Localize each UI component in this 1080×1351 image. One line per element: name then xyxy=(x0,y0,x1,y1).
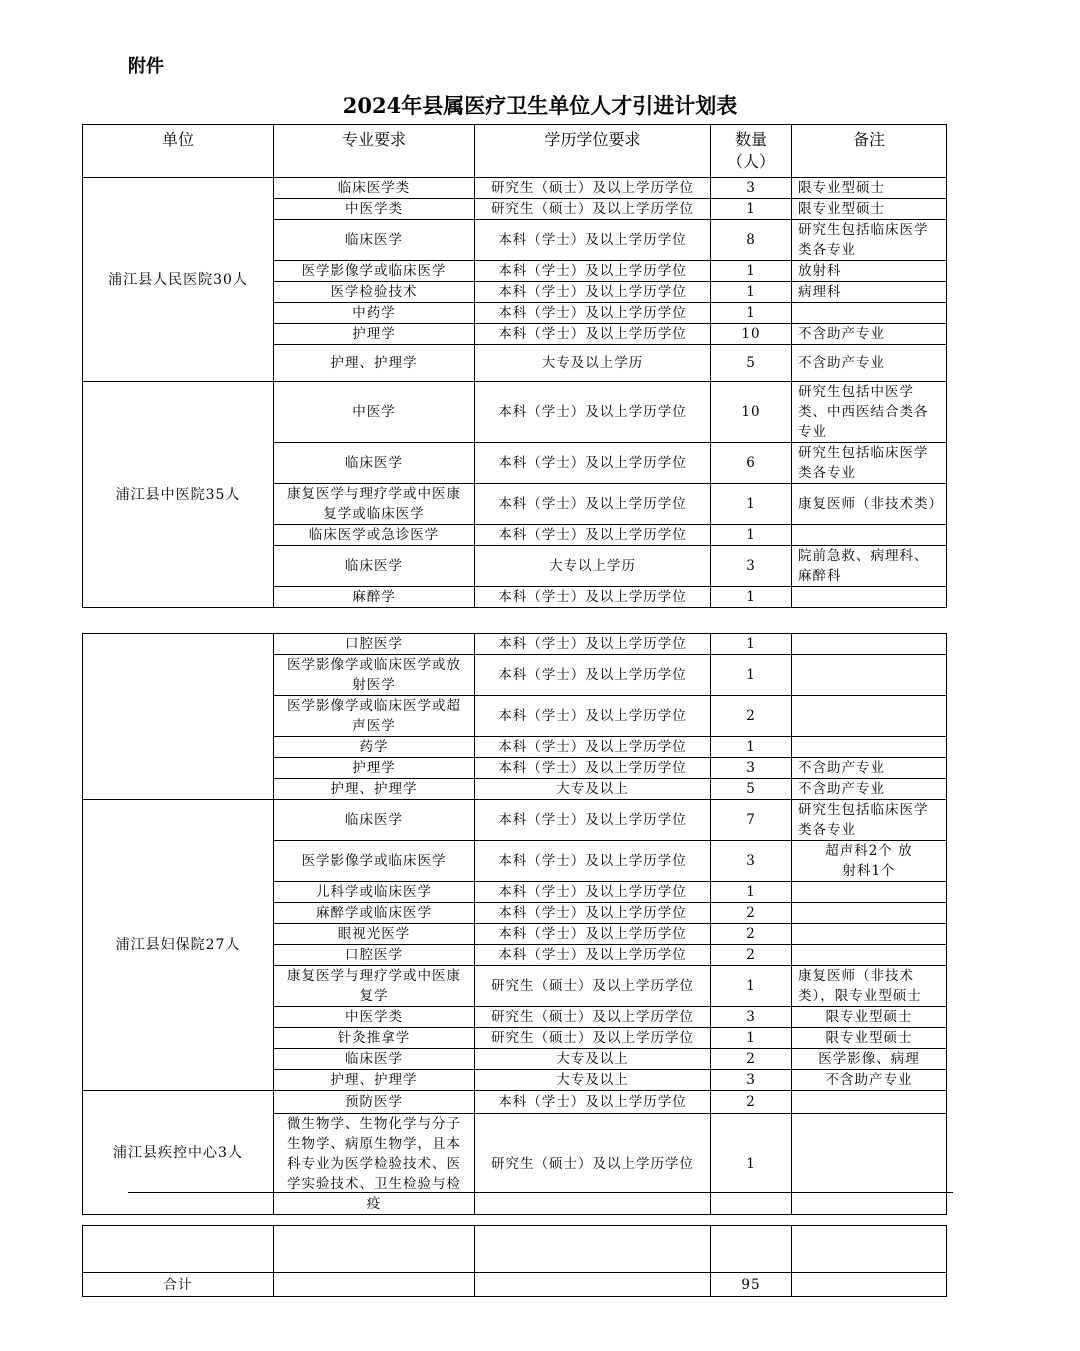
major-cell: 护理、护理学 xyxy=(274,779,475,800)
note-cell: 限专业型硕士 xyxy=(792,199,947,220)
note-cell xyxy=(792,303,947,324)
unit-cell: 浦江县疾控中心3人 xyxy=(83,1091,274,1215)
note-cell xyxy=(792,587,947,608)
degree-cell: 本科（学士）及以上学历学位 xyxy=(475,882,711,903)
note-cell xyxy=(792,1091,947,1114)
major-cell: 医学影像学或临床医学 xyxy=(274,261,475,282)
total-degree-cell xyxy=(475,1273,711,1297)
count-cell: 2 xyxy=(711,696,792,737)
degree-cell: 本科（学士）及以上学历学位 xyxy=(475,220,711,261)
major-cell: 针灸推拿学 xyxy=(274,1028,475,1049)
degree-cell: 本科（学士）及以上学历学位 xyxy=(475,634,711,655)
plan-table-part-2 xyxy=(82,633,947,1215)
major-cell: 临床医学 xyxy=(274,443,475,484)
attachment-label: 附件 xyxy=(128,56,164,77)
count-cell: 1 xyxy=(711,199,792,220)
major-cell: 中药学 xyxy=(274,303,475,324)
table-row xyxy=(83,1091,947,1114)
table-header-row xyxy=(83,125,947,178)
major-cell: 临床医学 xyxy=(274,800,475,841)
note-cell xyxy=(792,1114,947,1215)
note-cell: 研究生包括临床医学类各专业 xyxy=(792,443,947,484)
page-footnote-rule xyxy=(128,1192,953,1193)
note-cell: 医学影像、病理 xyxy=(792,1049,947,1070)
major-cell: 护理、护理学 xyxy=(274,1070,475,1091)
note-cell: 放射科 xyxy=(792,261,947,282)
header-count: 数量（人） xyxy=(711,125,792,178)
degree-cell: 本科（学士）及以上学历学位 xyxy=(475,1091,711,1114)
table-row xyxy=(83,634,947,655)
major-cell: 麻醉学 xyxy=(274,587,475,608)
count-cell: 5 xyxy=(711,779,792,800)
major-cell: 中医学 xyxy=(274,382,475,443)
note-cell: 限专业型硕士 xyxy=(792,1028,947,1049)
count-cell: 1 xyxy=(711,587,792,608)
unit-cell: 浦江县妇保院27人 xyxy=(83,800,274,1091)
degree-cell: 本科（学士）及以上学历学位 xyxy=(475,282,711,303)
note-cell xyxy=(792,924,947,945)
note-cell: 研究生包括中医学类、中西医结合类各专业 xyxy=(792,382,947,443)
major-cell: 医学影像学或临床医学或放射医学 xyxy=(274,655,475,696)
page-title: 2024年县属医疗卫生单位人才引进计划表 xyxy=(342,93,738,118)
degree-cell: 本科（学士）及以上学历学位 xyxy=(475,655,711,696)
count-cell: 1 xyxy=(711,282,792,303)
count-cell: 1 xyxy=(711,737,792,758)
degree-cell: 本科（学士）及以上学历学位 xyxy=(475,382,711,443)
degree-cell: 本科（学士）及以上学历学位 xyxy=(475,758,711,779)
plan-table-part-3 xyxy=(82,1225,947,1297)
count-cell: 3 xyxy=(711,758,792,779)
note-cell xyxy=(792,696,947,737)
major-cell: 药学 xyxy=(274,737,475,758)
total-count: 95 xyxy=(711,1273,792,1297)
unit-cell: 浦江县中医院35人 xyxy=(83,382,274,608)
major-cell: 临床医学 xyxy=(274,1049,475,1070)
unit-cell: 浦江县人民医院30人 xyxy=(83,178,274,382)
count-cell: 1 xyxy=(711,966,792,1007)
count-cell: 1 xyxy=(711,261,792,282)
count-cell: 1 xyxy=(711,484,792,525)
count-cell: 10 xyxy=(711,382,792,443)
note-cell: 不含助产专业 xyxy=(792,345,947,382)
major-cell: 微生物学、生物化学与分子生物学、病原生物学，且本科专业为医学检验技术、医学实验技术、卫生检验与检疫 xyxy=(274,1114,475,1215)
major-cell: 中医学类 xyxy=(274,1007,475,1028)
note-cell: 病理科 xyxy=(792,282,947,303)
major-cell: 临床医学 xyxy=(274,220,475,261)
major-cell: 护理学 xyxy=(274,758,475,779)
major-cell: 护理学 xyxy=(274,324,475,345)
degree-cell: 本科（学士）及以上学历学位 xyxy=(475,945,711,966)
note-cell xyxy=(792,945,947,966)
major-cell: 口腔医学 xyxy=(274,945,475,966)
note-cell: 限专业型硕士 xyxy=(792,178,947,199)
header-note: 备注 xyxy=(792,125,947,178)
header-degree: 学历学位要求 xyxy=(475,125,711,178)
plan-table-part-1 xyxy=(82,124,947,608)
count-cell-continued xyxy=(711,1226,792,1273)
major-cell: 护理、护理学 xyxy=(274,345,475,382)
degree-cell: 大专及以上 xyxy=(475,1070,711,1091)
degree-cell: 本科（学士）及以上学历学位 xyxy=(475,303,711,324)
note-cell xyxy=(792,882,947,903)
count-cell: 10 xyxy=(711,324,792,345)
note-cell xyxy=(792,525,947,546)
count-cell: 1 xyxy=(711,634,792,655)
count-cell: 2 xyxy=(711,945,792,966)
major-cell: 康复医学与理疗学或中医康复学或临床医学 xyxy=(274,484,475,525)
count-cell: 3 xyxy=(711,1070,792,1091)
header-major: 专业要求 xyxy=(274,125,475,178)
note-cell: 限专业型硕士 xyxy=(792,1007,947,1028)
table-row xyxy=(83,178,947,199)
degree-cell-continued xyxy=(475,1226,711,1273)
degree-cell: 大专及以上 xyxy=(475,1049,711,1070)
count-cell: 8 xyxy=(711,220,792,261)
count-cell: 3 xyxy=(711,841,792,882)
degree-cell: 大专以上学历 xyxy=(475,546,711,587)
note-cell xyxy=(792,737,947,758)
major-cell: 麻醉学或临床医学 xyxy=(274,903,475,924)
count-cell: 7 xyxy=(711,800,792,841)
note-cell: 院前急救、病理科、麻醉科 xyxy=(792,546,947,587)
degree-cell: 研究生（硕士）及以上学历学位 xyxy=(475,966,711,1007)
degree-cell: 本科（学士）及以上学历学位 xyxy=(475,324,711,345)
note-cell: 不含助产专业 xyxy=(792,324,947,345)
count-cell: 2 xyxy=(711,1049,792,1070)
note-cell: 超声科2个 放射科1个 xyxy=(792,841,947,882)
count-cell: 1 xyxy=(711,525,792,546)
degree-cell: 本科（学士）及以上学历学位 xyxy=(475,525,711,546)
count-cell: 5 xyxy=(711,345,792,382)
degree-cell: 本科（学士）及以上学历学位 xyxy=(475,443,711,484)
count-cell: 1 xyxy=(711,655,792,696)
degree-cell: 本科（学士）及以上学历学位 xyxy=(475,737,711,758)
unit-cell-continued xyxy=(83,1226,274,1273)
note-cell xyxy=(792,634,947,655)
degree-cell: 本科（学士）及以上学历学位 xyxy=(475,841,711,882)
total-label: 合计 xyxy=(83,1273,274,1297)
degree-cell: 研究生（硕士）及以上学历学位 xyxy=(475,1007,711,1028)
degree-cell: 本科（学士）及以上学历学位 xyxy=(475,484,711,525)
degree-cell: 本科（学士）及以上学历学位 xyxy=(475,903,711,924)
degree-cell: 本科（学士）及以上学历学位 xyxy=(475,261,711,282)
note-cell xyxy=(792,903,947,924)
major-cell: 医学影像学或临床医学 xyxy=(274,841,475,882)
note-cell: 康复医师（非技术类），限专业型硕士 xyxy=(792,966,947,1007)
note-cell: 研究生包括临床医学类各专业 xyxy=(792,220,947,261)
count-cell: 6 xyxy=(711,443,792,484)
header-unit: 单位 xyxy=(83,125,274,178)
note-cell: 不含助产专业 xyxy=(792,779,947,800)
degree-cell: 大专及以上学历 xyxy=(475,345,711,382)
note-cell: 康复医师（非技术类） xyxy=(792,484,947,525)
count-cell: 2 xyxy=(711,1091,792,1114)
major-cell: 临床医学 xyxy=(274,546,475,587)
note-cell: 研究生包括临床医学类各专业 xyxy=(792,800,947,841)
degree-cell: 本科（学士）及以上学历学位 xyxy=(475,587,711,608)
major-cell: 医学影像学或临床医学或超声医学 xyxy=(274,696,475,737)
note-cell-continued xyxy=(792,1226,947,1273)
count-cell: 3 xyxy=(711,546,792,587)
degree-cell: 研究生（硕士）及以上学历学位 xyxy=(475,178,711,199)
table-row xyxy=(83,800,947,841)
major-cell: 儿科学或临床医学 xyxy=(274,882,475,903)
total-row xyxy=(83,1273,947,1297)
major-cell: 中医学类 xyxy=(274,199,475,220)
major-cell: 眼视光医学 xyxy=(274,924,475,945)
count-cell: 1 xyxy=(711,1114,792,1215)
count-cell: 1 xyxy=(711,1028,792,1049)
degree-cell: 本科（学士）及以上学历学位 xyxy=(475,800,711,841)
degree-cell: 本科（学士）及以上学历学位 xyxy=(475,696,711,737)
major-cell-continued xyxy=(274,1226,475,1273)
count-cell: 1 xyxy=(711,303,792,324)
table-row-continued xyxy=(83,1226,947,1273)
count-cell: 3 xyxy=(711,178,792,199)
degree-cell: 大专及以上 xyxy=(475,779,711,800)
total-major-cell xyxy=(274,1273,475,1297)
degree-cell: 研究生（硕士）及以上学历学位 xyxy=(475,1114,711,1215)
major-cell: 临床医学或急诊医学 xyxy=(274,525,475,546)
major-cell: 预防医学 xyxy=(274,1091,475,1114)
unit-cell-continued xyxy=(83,634,274,800)
major-cell: 口腔医学 xyxy=(274,634,475,655)
note-cell: 不含助产专业 xyxy=(792,1070,947,1091)
degree-cell: 研究生（硕士）及以上学历学位 xyxy=(475,199,711,220)
count-cell: 2 xyxy=(711,903,792,924)
count-cell: 1 xyxy=(711,882,792,903)
table-row xyxy=(83,382,947,443)
total-note-cell xyxy=(792,1273,947,1297)
major-cell: 临床医学类 xyxy=(274,178,475,199)
count-cell: 2 xyxy=(711,924,792,945)
degree-cell: 本科（学士）及以上学历学位 xyxy=(475,924,711,945)
degree-cell: 研究生（硕士）及以上学历学位 xyxy=(475,1028,711,1049)
major-cell: 康复医学与理疗学或中医康复学 xyxy=(274,966,475,1007)
count-cell: 3 xyxy=(711,1007,792,1028)
note-cell: 不含助产专业 xyxy=(792,758,947,779)
note-cell xyxy=(792,655,947,696)
major-cell: 医学检验技术 xyxy=(274,282,475,303)
